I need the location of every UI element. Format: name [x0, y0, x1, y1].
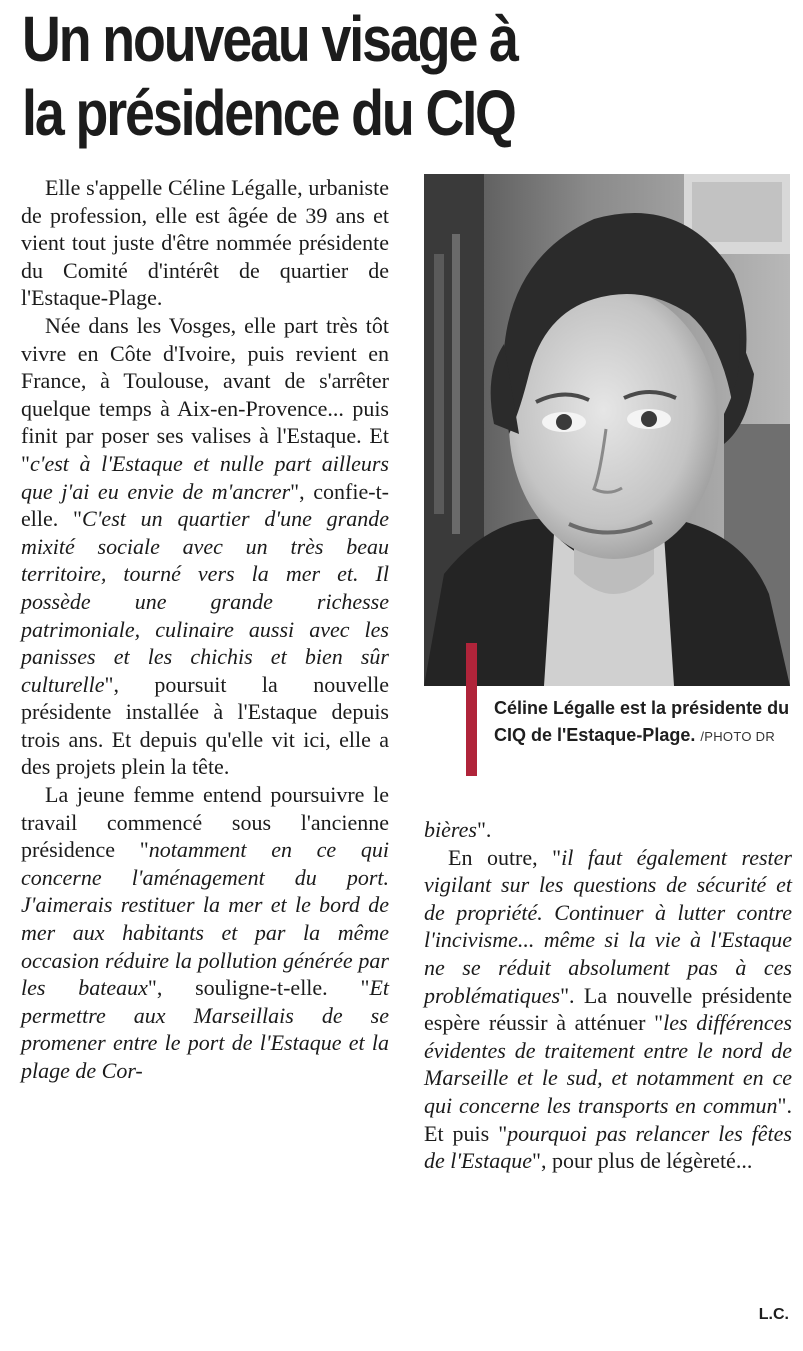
portrait-photo [424, 174, 790, 686]
text-run: La jeune femme entend poursuivre le travail commencé sous l'ancienne présidence " [21, 782, 389, 863]
headline-line-1: Un nouveau visage à [22, 3, 517, 75]
text-run: ", confie-t-elle. " [21, 478, 390, 532]
article-column-1 [21, 174, 389, 1085]
quote-run: C'est un quartier d'une grande mixité sociale avec un très beau territoire, tourné vers la mer et. Il possède une grande richesse patrimoniale, culinaire aussi avec les panisses et les chichis et bien sûr culturelle [21, 506, 389, 697]
paragraph-projects [21, 781, 389, 1085]
text-run: ". [476, 817, 492, 842]
text-run: ". La nouvelle présidente espère réussir à atténuer " [424, 982, 792, 1036]
quote-run: il faut également rester vigilant sur les questions de sécurité et de propriété. Continuer à lutter contre l'incivisme... même si la vie à l'Estaque ne se réduit absolument pas à ces problématiques [424, 844, 792, 1008]
headline [22, 2, 669, 150]
paragraph-concerns [424, 844, 792, 1175]
text-run: En outre, " [448, 844, 562, 870]
text-run: ", pour plus de légèreté... [531, 1148, 753, 1174]
quote-run: pourquoi pas relancer les fêtes de l'Estaque [424, 1120, 792, 1174]
text-run: ", souligne-t-elle. " [147, 975, 370, 1001]
quote-run: notamment en ce qui concerne l'aménagement du port. J'aimerais restituer la mer et le bord de mer aux habitants et par la même occasion réduire la pollution générée par les bateaux [21, 837, 389, 1001]
quote-run: c'est à l'Estaque et nulle part ailleurs que j'ai eu envie de m'ancrer [21, 450, 389, 504]
article-column-2 [424, 816, 792, 1175]
caption-text: Céline Légalle est la présidente du CIQ de l'Estaque-Plage. [494, 698, 790, 745]
photo-caption [494, 695, 794, 750]
paragraph-intro: Elle s'appelle Céline Légalle, urbaniste de profession, elle est âgée de 39 ans et vient tout juste d'être nommée présidente du Comité d'intérêt de quartier de l'Estaque-Plage. [21, 175, 389, 311]
photo-credit: /PHOTO DR [700, 729, 776, 744]
text-run: ", poursuit la nouvelle présidente installée à l'Estaque depuis trois ans. Et depuis qu'elle vit ici, elle a des projets plein la tête. [21, 671, 389, 780]
paragraph-biography [21, 312, 389, 781]
author-signature: L.C. [758, 1306, 789, 1323]
quote-run: bières [424, 817, 477, 842]
caption-accent-bar [466, 643, 477, 776]
paragraph-continuation [424, 816, 792, 844]
quote-run: Et permettre aux Marseillais de se promener entre le port de l'Estaque et la plage de Cor- [21, 975, 389, 1083]
text-run: ". Et puis " [424, 1092, 792, 1146]
quote-run: les différences évidentes de traitement entre le nord de Marseille et le sud, et notamment en ce qui concerne les transports en commun [424, 1010, 792, 1118]
text-run: Née dans les Vosges, elle part très tôt vivre en Côte d'Ivoire, puis revient en France, à Toulouse, avant de s'arrêter quelque temps à Aix-en-Provence... puis finit par poser ses valises à l'Estaque. Et " [21, 312, 389, 476]
headline-line-2: la présidence du CIQ [22, 77, 515, 149]
